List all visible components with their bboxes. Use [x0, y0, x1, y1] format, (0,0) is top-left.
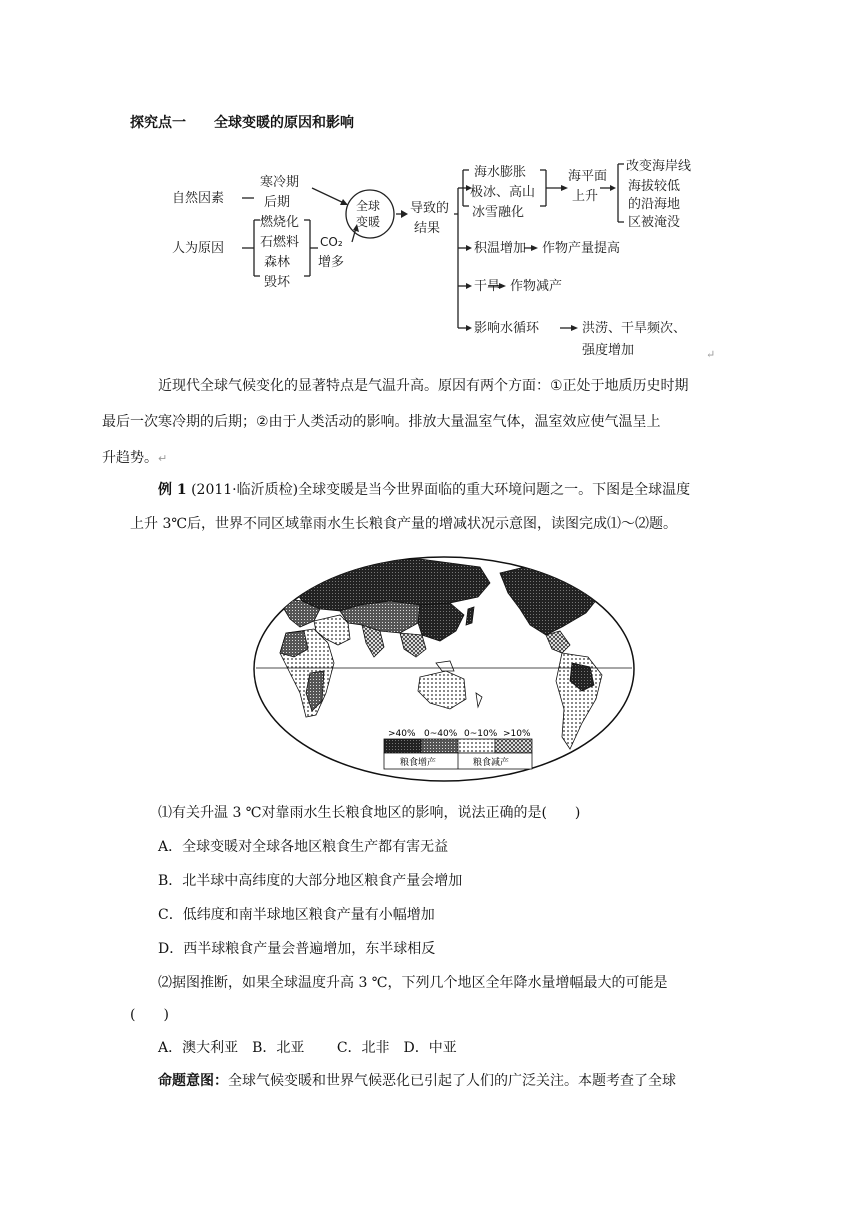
diagram-human: 人为原因 — [172, 241, 225, 256]
question-1: ⑴有关升温 3 ℃对靠雨水生长粮食地区的影响，说法正确的是( ) — [158, 805, 581, 821]
legend-label-1: >40% — [388, 729, 416, 739]
return-mark: ↵ — [706, 348, 716, 361]
diagram-sea1: 海水膨胀 — [474, 165, 527, 180]
diagram-warm2: 变暖 — [356, 215, 381, 229]
intent-line — [158, 1071, 768, 1091]
example-label: 例 1 — [158, 482, 187, 498]
diagram-fuel2: 石燃料 — [260, 235, 300, 250]
legend-label-2: 0~40% — [424, 729, 458, 739]
diagram-level1: 海平面 — [568, 169, 608, 184]
diagram-warm1: 全球 — [356, 199, 381, 213]
intent-label: 命题意图： — [158, 1073, 228, 1089]
question-2-paren: ( ) — [130, 1007, 169, 1023]
diagram-coast1: 改变海岸线 — [626, 159, 692, 174]
paragraph-line-1: 近现代全球气候变化的显著特点是气温升高。原因有两个方面：①正处于地质历史时期 — [158, 378, 689, 394]
option-1d: D．西半球粮食产量会普遍增加，东半球相反 — [158, 941, 436, 957]
options-2: A．澳大利亚 B．北亚 C．北非 D．中亚 — [158, 1040, 457, 1056]
diagram-forest1: 森林 — [264, 255, 291, 270]
diagram-drought: 干旱 — [474, 279, 501, 294]
intent-text: 全球气候变暖和世界气候恶化已引起了人们的广泛关注。本题考查了全球 — [228, 1073, 676, 1089]
legend-label-3: 0~10% — [464, 729, 498, 739]
diagram-coast3: 的沿海地 — [628, 197, 681, 212]
legend-increase: 粮食增产 — [400, 758, 437, 768]
diagram-flood1: 洪涝、干旱频次、 — [582, 321, 687, 336]
diagram-cold2: 后期 — [264, 195, 291, 210]
diagram-result2: 结果 — [414, 221, 441, 236]
diagram-flood2: 强度增加 — [582, 343, 635, 358]
cause-effect-diagram — [172, 150, 727, 360]
diagram-sea2: 极冰、高山 — [470, 185, 536, 200]
diagram-crop-up: 作物产量提高 — [542, 241, 621, 256]
diagram-natural: 自然因素 — [172, 191, 225, 206]
diagram-coast2: 海拔较低 — [628, 179, 681, 194]
diagram-fuel1: 燃烧化 — [260, 215, 300, 230]
option-1c: C．低纬度和南半球地区粮食产量有小幅增加 — [158, 907, 435, 923]
diagram-sea3: 冰雪融化 — [472, 205, 525, 220]
diagram-heat: 积温增加 — [474, 241, 527, 256]
example-line-1 — [158, 474, 738, 506]
diagram-coast4: 区被淹没 — [628, 215, 681, 230]
paragraph — [102, 368, 730, 477]
diagram-water: 影响水循环 — [474, 321, 540, 336]
option-1a: A．全球变暖对全球各地区粮食生产都有害无益 — [158, 839, 449, 855]
return-mark: ↵ — [158, 452, 168, 465]
paragraph-line-2: 最后一次寒冷期的后期；②由于人类活动的影响。排放大量温室气体，温室效应使气温呈上 — [102, 414, 661, 430]
diagram-crop-down: 作物减产 — [510, 279, 563, 294]
world-map — [250, 553, 638, 785]
paragraph-line-3: 升趋势。 — [102, 450, 158, 466]
diagram-level2: 上升 — [572, 189, 599, 204]
section-heading: 探究点一 全球变暖的原因和影响 — [130, 115, 354, 131]
diagram-co2: CO₂ — [320, 235, 343, 249]
option-1b: B．北半球中高纬度的大部分地区粮食产量会增加 — [158, 873, 463, 889]
example-text-1: (2011·临沂质检)全球变暖是当今世界面临的重大环境问题之一。下图是全球温度 — [186, 482, 691, 498]
diagram-result1: 导致的 — [410, 201, 450, 216]
diagram-increase: 增多 — [318, 255, 345, 270]
legend-decrease: 粮食减产 — [473, 758, 510, 768]
diagram-forest2: 毁坏 — [264, 275, 291, 290]
example-text-2: 上升 3℃后，世界不同区域靠雨水生长粮食产量的增减状况示意图，读图完成⑴～⑵题。 — [130, 516, 678, 532]
diagram-cold1: 寒冷期 — [260, 175, 300, 190]
question-2: ⑵据图推断，如果全球温度升高 3 ℃，下列几个地区全年降水量增幅最大的可能是 — [158, 975, 668, 991]
legend-label-4: >10% — [503, 729, 531, 739]
